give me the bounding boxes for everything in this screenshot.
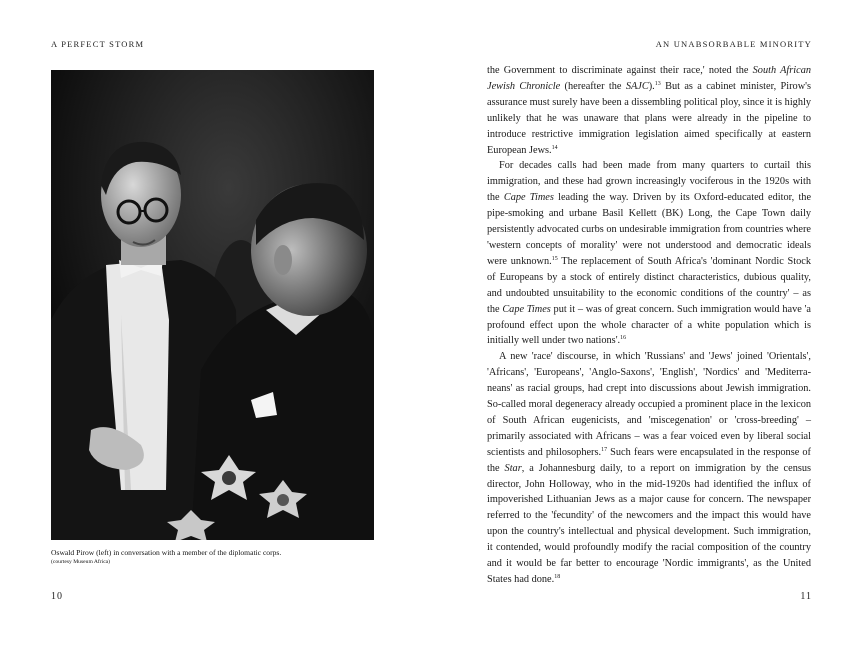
page-number-right: 11 [800,591,812,602]
caption-credit: (courtesy Museum Africa) [51,559,111,565]
footnote-ref: 13 [654,80,661,87]
footnote-ref: 16 [620,335,627,342]
paragraph-3: A new 'race' discourse, in which 'Russians' and 'Jews' joined 'Orientals', 'Africans', 'Europeans', 'Anglo-Saxons', 'English', 'Nordics' and 'Mediterraneans' as racial groups, had crept into discussions about Jewish immigration. So-called moral degeneracy already occupied a prominent place in the lexicon of South African eugenicists, and 'miscegenation' or 'cross-breeding' – primarily associated with Africans – was a fear voiced even by liberal social scientists and philosophers.$^{17}$ Such fears were encapsulated in the response of the Star, a Johannesburg daily, to a report on immigration by the census director, John Holloway, who in the mid-1920s had identified the influx of impoverished Lithuanian Jews as a major cause for concern. The newspaper referred to the 'fecundity' of the newcomers and the impact this would have upon the country's intellectual and physical development. Such immigration, it contended, would profoundly modify the racial composition of the country and it would be far better to encourage 'Nordic immigrants', as the United States had done.$^{18}$ [487,351,812,585]
page-number-left: 10 [51,591,63,602]
footnote-ref: 17 [601,446,608,453]
photograph [51,70,374,540]
photo-caption [51,548,381,566]
running-head-left: A PERFECT STORM [51,39,145,49]
paragraph-1: the Government to discriminate against their race,' noted the South African Jewish Chronicle (hereafter the SAJC).$^{13}$ But as a cabinet minister, Pirow's assurance must surely have been a dissembling political ploy, since it is highly unlikely that he was unaware that plans were already in the pipeline to introduce restrictive immigration legislation aimed specifically at eastern European Jews.$^{14}$ [487,65,811,156]
running-head-right: AN UNABSORBABLE MINORITY [655,39,812,49]
footnote-ref: 15 [551,255,558,262]
caption-text: Oswald Pirow (left) in conversation with a member of the diplomatic corps. [51,548,282,557]
footnote-ref: 18 [554,574,561,580]
footnote-ref: 14 [551,144,558,151]
body-text [487,63,811,588]
paragraph-2: For decades calls had been made from many quarters to curtail this immigration, and these had grown increasingly vociferous in the 1920s with the Cape Times leading the way. Driven by its Oxford-educated editor, the pipe-smoking and urbane Basil Kellett (BK) Long, the Cape Town daily persistently advocated curbs on undesirable immigration from countries where 'western concepts of morality' were not understood and democratic ideals were unknown.$^{15}$ The replacement of South Africa's 'dominant Nordic Stock of Europeans by a stock of entirely distinct characteristics, dubious quality, and undoubted unsuitability to the economic conditions of the country' – as the Cape Times put it – was of great concern. Such immigration would have 'a profound effect upon the whole character of a white population which is initially well under two nations'.$^{16}$ [487,160,812,347]
